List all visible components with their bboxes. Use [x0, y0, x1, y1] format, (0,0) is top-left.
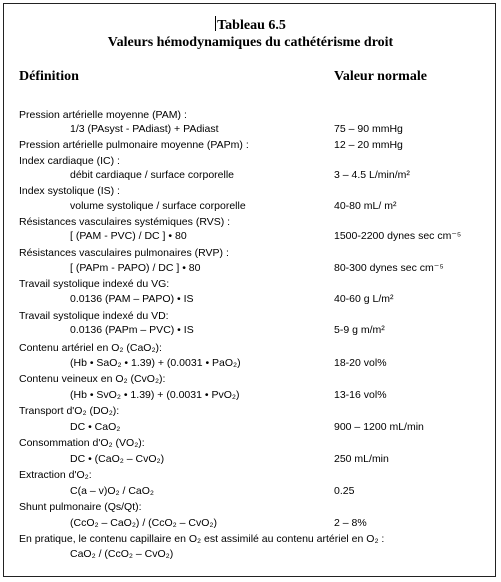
row-value: 900 – 1200 mL/min: [334, 421, 424, 433]
row-value: 18-20 vol%: [334, 357, 387, 369]
row-label: Travail systolique indexé du VD:: [19, 310, 169, 322]
table-subtitle: Valeurs hémodynamiques du cathétérisme droit: [107, 35, 394, 50]
row-value: 3 – 4.5 L/min/m²: [334, 169, 410, 181]
row-value: 5-9 g m/m²: [334, 324, 385, 336]
row-value: 0.25: [334, 485, 355, 497]
row-formula: 0.0136 (PAPm – PVC) • IS: [70, 324, 194, 336]
row-label: Pression artérielle pulmonaire moyenne (PAPm) :: [19, 139, 249, 151]
row-formula: DC • (CaO₂ – CvO₂): [70, 453, 165, 465]
table-title: Tableau 6.5: [217, 18, 286, 33]
row-formula: 1/3 (PAsyst - PAdiast) + PAdiast: [70, 123, 219, 135]
row-label: Consommation d'O₂ (VO₂):: [19, 437, 145, 449]
row-formula: volume systolique / surface corporelle: [70, 200, 246, 212]
table-title-line: [0, 16, 501, 34]
row-value: 40-60 g L/m²: [334, 293, 394, 305]
row-value: 75 – 90 mmHg: [334, 123, 403, 135]
row-formula: (Hb • SvO₂ • 1.39) + (0.0031 • PvO₂): [70, 389, 240, 401]
row-label: Pression artérielle moyenne (PAM) :: [19, 109, 187, 121]
row-label: Contenu artériel en O₂ (CaO₂):: [19, 342, 162, 354]
row-value: 40-80 mL/ m²: [334, 200, 397, 212]
row-value: 2 – 8%: [334, 517, 367, 529]
row-label: Résistances vasculaires systémiques (RVS) :: [19, 216, 231, 228]
row-label: Résistances vasculaires pulmonaires (RVP) :: [19, 247, 229, 259]
row-formula: (CcO₂ – CaO₂) / (CcO₂ – CvO₂): [70, 517, 217, 529]
row-formula: (Hb • SaO₂ • 1.39) + (0.0031 • PaO₂): [70, 357, 241, 369]
row-label: Index cardiaque (IC) :: [19, 155, 120, 167]
row-label: Contenu veineux en O₂ (CvO₂):: [19, 373, 166, 385]
row-label: Travail systolique indexé du VG:: [19, 278, 170, 290]
row-label: Index systolique (IS) :: [19, 185, 120, 197]
row-value: 250 mL/min: [334, 453, 389, 465]
row-formula: 0.0136 (PAM – PAPO) • IS: [70, 293, 194, 305]
row-value: 1500-2200 dynes sec cm⁻⁵: [334, 230, 462, 242]
text-cursor: [215, 16, 216, 31]
row-formula: débit cardiaque / surface corporelle: [70, 169, 235, 181]
row-formula: [ (PAM - PVC) / DC ] • 80: [70, 230, 187, 242]
row-value: 80-300 dynes sec cm⁻⁵: [334, 262, 444, 274]
row-formula: C(a – v)O₂ / CaO₂: [70, 485, 154, 497]
footer-formula: CaO₂ / (CcO₂ – CvO₂): [70, 548, 174, 560]
column-header-value: Valeur normale: [334, 69, 427, 84]
row-value: 12 – 20 mmHg: [334, 139, 403, 151]
footer-note: En pratique, le contenu capillaire en O₂ est assimilé au contenu artériel en O₂ :: [19, 533, 385, 545]
row-formula: [ (PAPm - PAPO) / DC ] • 80: [70, 262, 201, 274]
row-label: Extraction d'O₂:: [19, 469, 92, 481]
row-label: Shunt pulmonaire (Qs/Qt):: [19, 501, 142, 513]
column-header-definition: Définition: [19, 69, 79, 84]
row-formula: DC • CaO₂: [70, 421, 121, 433]
row-label: Transport d'O₂ (DO₂):: [19, 405, 120, 417]
row-value: 13-16 vol%: [334, 389, 387, 401]
